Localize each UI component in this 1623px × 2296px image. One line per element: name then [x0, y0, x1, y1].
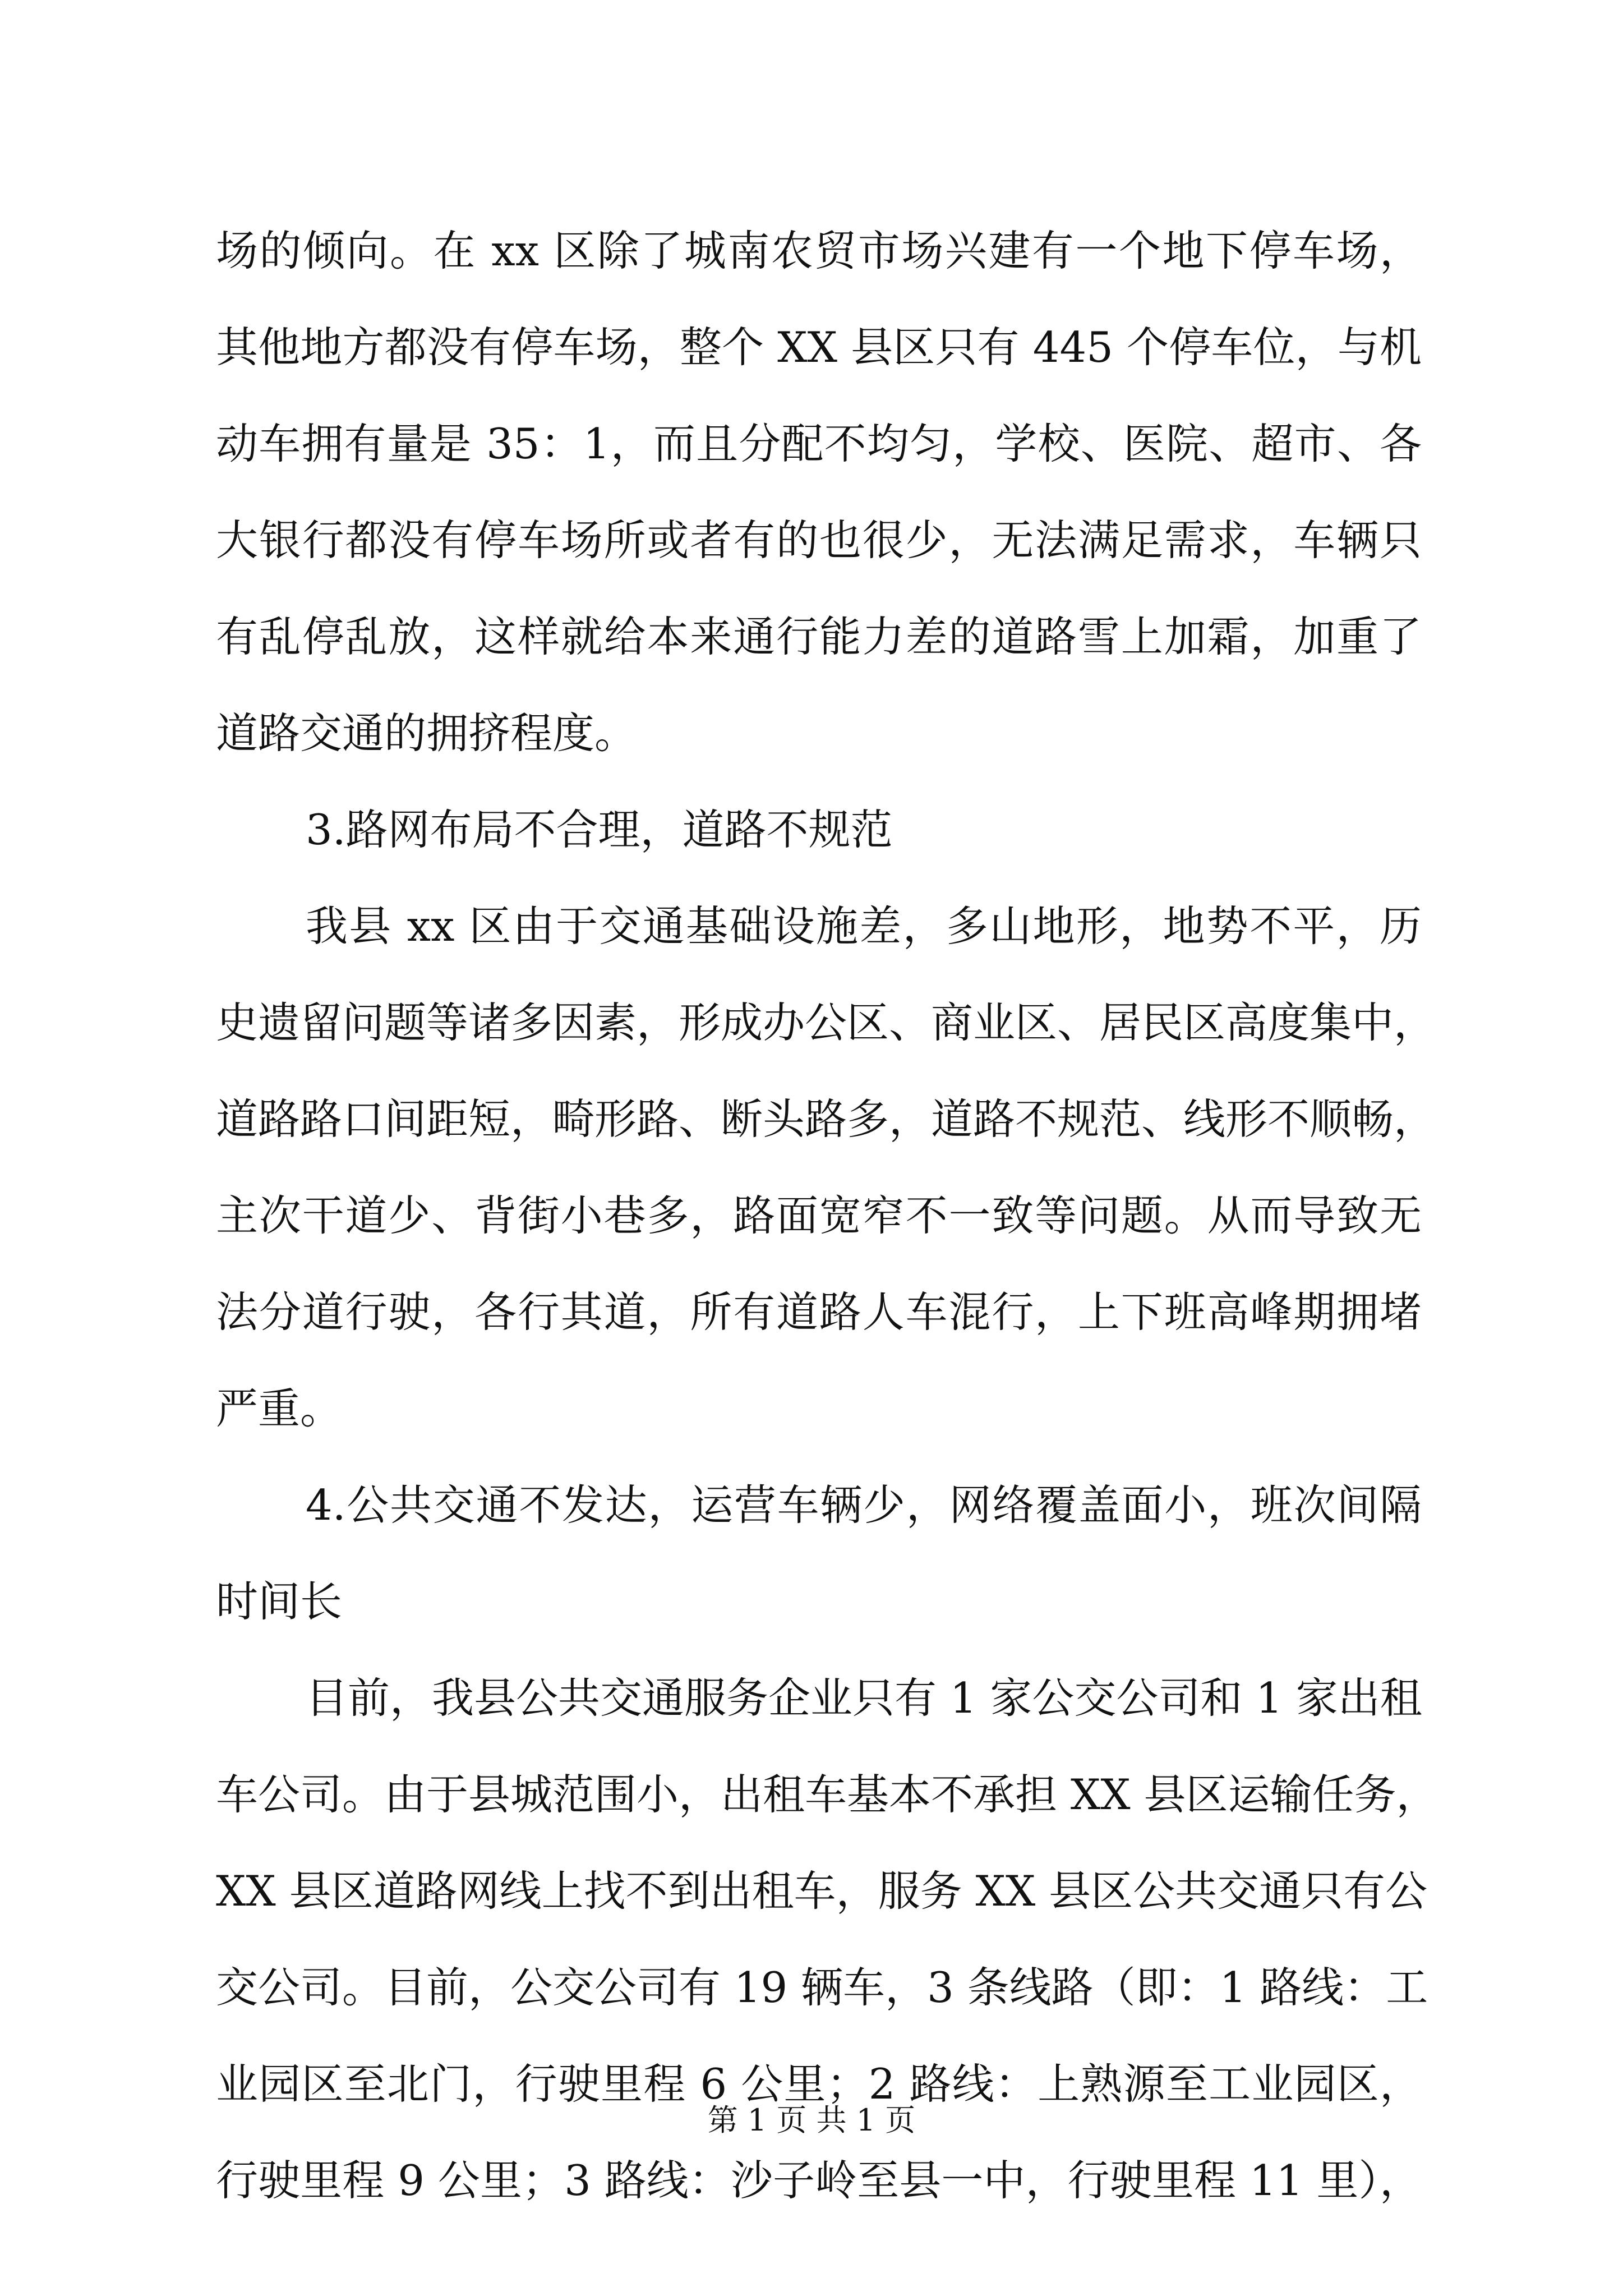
text-line: 法分道行驶，各行其道，所有道路人车混行，上下班高峰期拥堵 [216, 1287, 1422, 1337]
text-line: 车公司。由于县城范围小，出租车基本不承担 XX 县区运输任务， [216, 1770, 1438, 1819]
text-line: 交公司。目前，公交公司有 19 辆车，3 条线路（即：1 路线：工 [216, 1963, 1428, 2012]
document-body [216, 203, 1438, 2229]
section-heading-4-continued: 时间长 [216, 1577, 343, 1626]
text-line: 场的倾向。在 xx 区除了城南农贸市场兴建有一个地下停车场， [216, 226, 1422, 275]
page-footer: 第 1 页 共 1 页 [707, 2102, 916, 2138]
text-line: 动车拥有量是 35：1，而且分配不均匀，学校、医院、超市、各 [216, 419, 1422, 468]
text-line: 严重。 [216, 1384, 343, 1433]
text-line: 大银行都没有停车场所或者有的也很少，无法满足需求，车辆只 [216, 516, 1422, 565]
text-line: 我县 xx 区由于交通基础设施差，多山地形，地势不平，历 [306, 901, 1422, 951]
section-heading-3: 3.路网布局不合理，道路不规范 [306, 805, 893, 854]
text-line: XX 县区道路网线上找不到出租车，服务 XX 县区公共交通只有公 [216, 1866, 1428, 1916]
text-line: 主次干道少、背街小巷多，路面宽窄不一致等问题。从而导致无 [216, 1191, 1422, 1240]
text-line: 业园区至北门，行驶里程 6 公里；2 路线：上熟源至工业园区， [216, 2059, 1422, 2109]
text-line: 道路交通的拥挤程度。 [216, 708, 637, 758]
section-heading-4: 4.公共交通不发达，运营车辆少，网络覆盖面小，班次间隔 [306, 1480, 1422, 1530]
text-line: 有乱停乱放，这样就给本来通行能力差的道路雪上加霜，加重了 [216, 612, 1422, 661]
text-line: 行驶里程 9 公里；3 路线：沙子岭至县一中，行驶里程 11 里）， [216, 2156, 1422, 2205]
text-line: 其他地方都没有停车场，整个 XX 县区只有 445 个停车位，与机 [216, 323, 1422, 372]
text-line: 道路路口间距短，畸形路、断头路多，道路不规范、线形不顺畅， [216, 1094, 1436, 1144]
text-line: 目前，我县公共交通服务企业只有 1 家公交公司和 1 家出租 [306, 1673, 1422, 1723]
text-line: 史遗留问题等诸多因素，形成办公区、商业区、居民区高度集中， [216, 998, 1436, 1047]
